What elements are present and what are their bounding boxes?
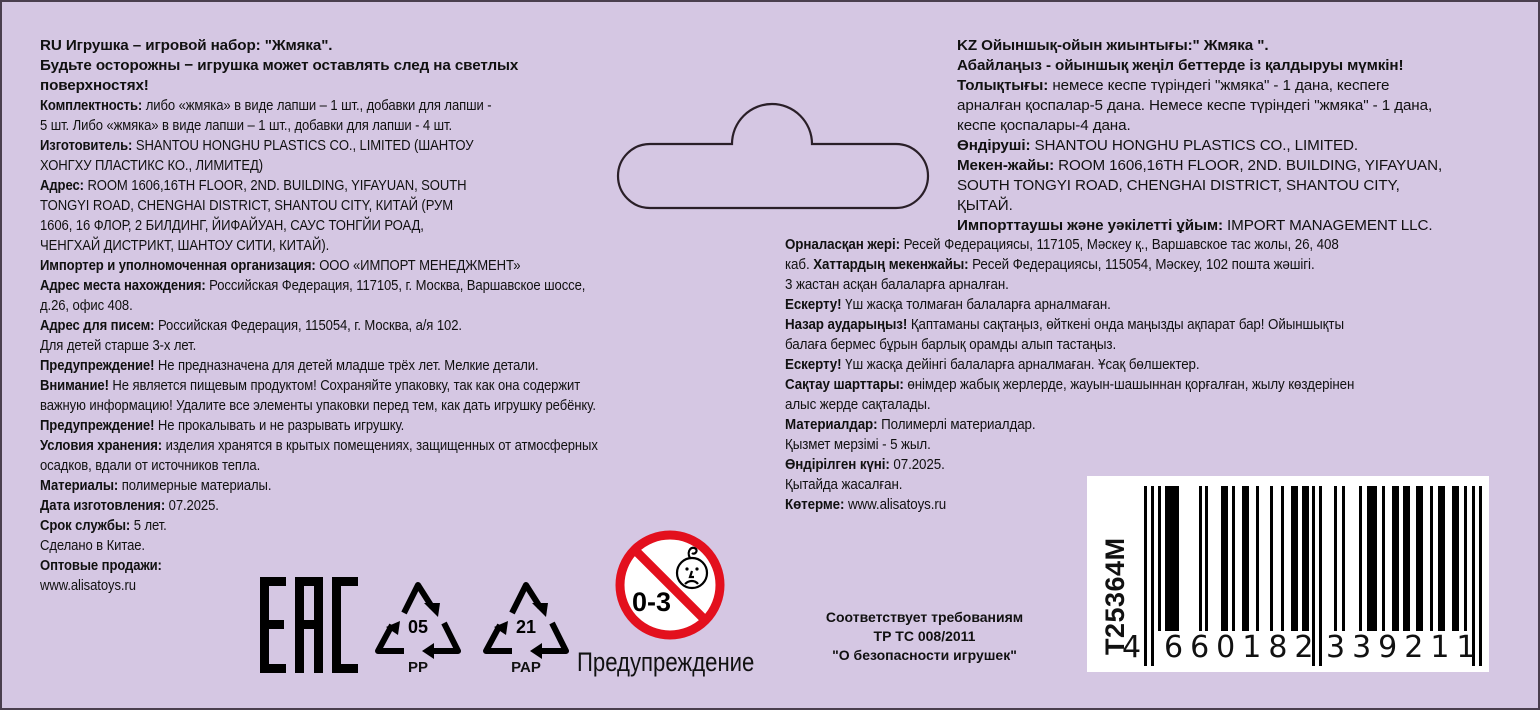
ean-first-digit: 4	[1122, 630, 1149, 665]
ru-importer: Импортер и уполномоченная организация: ООО «ИМПОРТ МЕНЕДЖМЕНТ»	[40, 257, 521, 274]
ru-caution: Будьте осторожны − игрушка может оставлять след на светлых	[40, 57, 519, 74]
ru-contents: Комплектность: либо «жмяка» в виде лапши – 1 шт., добавки для лапши -	[40, 97, 492, 114]
ru-maker: Изготовитель: SHANTOU HONGHU PLASTICS CO., LIMITED (ШАНТОУ	[40, 137, 474, 154]
ean-left-digits: 660182	[1164, 630, 1321, 665]
kz-address: Мекен-жайы: ROOM 1606,16TH FLOOR, 2ND. BUILDING, YIFAYUAN,	[957, 157, 1443, 174]
kz-life: Қызмет мерзімі - 5 жыл.	[785, 436, 931, 453]
not-for-under-3-icon	[610, 529, 730, 641]
conformity-statement: Соответствует требованиям ТР ТС 008/2011 "О безопасности игрушек"	[825, 609, 1024, 663]
kz-contents: Толықтығы: немесе кеспе түріндегі "жмяка" - 1 дана, кеспеге	[957, 77, 1390, 94]
warning-caption: Предупреждение	[577, 647, 755, 677]
kz-warning-2: Ескерту! Үш жасқа дейінгі балаларға арналмаған. Ұсақ бөлшектер.	[785, 356, 1200, 373]
ru-attention: Внимание! Не является пищевым продуктом! Сохраняйте упаковку, так как она содержит	[40, 377, 581, 394]
kz-location: Орналасқан жері: Ресей Федерациясы, 117105, Мәскеу қ., Варшавское тас жолы, 26, 408	[785, 236, 1339, 253]
kz-attention: Назар аударыңыз! Қаптаманы сақтаңыз, өйткені онда маңызды ақпарат бар! Ойыншықты	[785, 316, 1344, 333]
kz-made-in: Қытайда жасалған.	[785, 476, 903, 493]
svg-text:05: 05	[407, 617, 429, 637]
ru-wholesale: Оптовые продажи:	[40, 557, 162, 574]
ru-address: Адрес: ROOM 1606,16TH FLOOR, 2ND. BUILDING, YIFAYUAN, SOUTH	[40, 177, 467, 194]
ru-materials: Материалы: полимерные материалы.	[40, 477, 272, 494]
ru-location: Адрес места нахождения: Российская Федерация, 117105, г. Москва, Варшавское шоссе,	[40, 277, 586, 294]
kz-caution: Абайлаңыз - ойыншық жеңіл беттерде із қалдыруы мүмкін!	[957, 57, 1404, 74]
ru-title: RU Игрушка – игровой набор: "Жмяка".	[40, 37, 333, 54]
hanger-hole-icon	[614, 102, 934, 214]
kz-importer: Импорттаушы және уәкілетті ұйым: IMPORT MANAGEMENT LLC.	[957, 217, 1433, 234]
ru-warning-2: Предупреждение! Не прокалывать и не разрывать игрушку.	[40, 417, 405, 434]
kz-date: Өндірілген күні: 07.2025.	[785, 456, 945, 473]
kz-info-block-top: KZ Ойыншық-ойын жиынтығы:" Жмяка ". Абайлаңыз - ойыншық жеңіл беттерде із қалдыруы мүмкін! Толықтығы: немесе кеспе түріндегі "жмяка" - 1 дана, кеспеге арналған қоспалар-5 дана. Немесе кеспе түріндегі "жмяка" - 1 дана, кеспе қоспалары-4 дана. Өндіруші: SHANTOU HONGHU PLASTICS CO., LIMITED. Мекен-жайы: ROOM 1606,16TH FLOOR, 2ND. BUILDING, YIFAYUAN, SOUTH TONGYI ROAD, CHENGHAI DISTRICT, SHANTOU CITY, ҚЫТАЙ. Импорттаушы және уәкілетті ұйым: IMPORT MANAGEMENT LLC.	[957, 36, 1517, 236]
svg-text:0-3: 0-3	[632, 587, 672, 617]
kz-maker: Өндіруші: SHANTOU HONGHU PLASTICS CO., LIMITED.	[957, 137, 1358, 154]
kz-warning-1: Ескерту! Үш жасқа толмаған балаларға арналмаған.	[785, 296, 1111, 313]
kz-materials: Материалдар: Полимерлі материалдар.	[785, 416, 1036, 433]
eac-logo-icon	[258, 575, 360, 675]
svg-text:21: 21	[515, 617, 537, 637]
recycle-pap-icon	[480, 573, 572, 661]
ru-life: Срок службы: 5 лет.	[40, 517, 167, 534]
kz-age: 3 жастан асқан балаларға арналған.	[785, 276, 1009, 293]
kz-storage: Сақтау шарттары: өнімдер жабық жерлерде, жауын-шашыннан қорғалған, жылу көздерінен	[785, 376, 1355, 393]
ru-warning-1: Предупреждение! Не предназначена для детей младше трёх лет. Мелкие детали.	[40, 357, 539, 374]
kz-title: KZ Ойыншық-ойын жиынтығы:" Жмяка ".	[957, 37, 1269, 54]
sku-code: T25364M	[1100, 537, 1130, 655]
ru-mail: Адрес для писем: Российская Федерация, 115054, г. Москва, а/я 102.	[40, 317, 462, 334]
recycle-pp-label: PP	[407, 659, 428, 676]
recycle-pp-icon	[372, 573, 464, 661]
ru-storage: Условия хранения: изделия хранятся в крытых помещениях, защищенных от атмосферных	[40, 437, 598, 454]
ru-made-in: Сделано в Китае.	[40, 537, 145, 554]
ean-right-digits: 339211	[1326, 630, 1483, 665]
kz-wholesale: Көтерме: www.alisatoys.ru	[785, 496, 947, 513]
recycle-pap-label: PAP	[511, 659, 541, 676]
ru-website: www.alisatoys.ru	[40, 577, 136, 594]
ru-info-block: RU Игрушка – игровой набор: "Жмяка". Будьте осторожны − игрушка может оставлять след на светлых поверхностях! Комплектность: либо «жмяка» в виде лапши – 1 шт., добавки для лапши - 5 шт. Либо «жмяка» в виде лапши – 1 шт., добавки для лапши - 4 шт. Изготовитель: SHANTOU HONGHU PLASTICS CO., LIMITED (ШАНТОУ ХОНГХУ ПЛАСТИКС КО., ЛИМИТЕД) Адрес: ROOM 1606,16TH FLOOR, 2ND. BUILDING, YIFAYUAN, SOUTH TONGYI ROAD, CHENGHAI DISTRICT, SHANTOU CITY, КИТАЙ (РУМ 1606, 16 ФЛОР, 2 БИЛДИНГ, ЙИФАЙУАН, САУС ТОНГЙИ РОАД, ЧЕНГХАЙ ДИСТРИКТ, ШАНТОУ СИТИ, КИТАЙ). Импортер и уполномоченная организация: ООО «ИМПОРТ МЕНЕДЖМЕНТ» Адрес места нахождения: Российская Федерация, 117105, г. Москва, Варшавское шоссе, д.26, офис 408. Адрес для писем: Российская Федерация, 115054, г. Москва, а/я 102. Для детей старше 3-х лет. Предупреждение! Не предназначена для детей младше трёх лет. Мелкие детали. Внимание! Не является пищевым продуктом! Сохраняйте упаковку, так как она содержит важную информацию! Удалите все элементы упаковки перед тем, как дать игрушку ребёнку. Предупреждение! Не прокалывать и не разрывать игрушку. Условия хранения: изделия хранятся в крытых помещениях, защищенных от атмосферных осадков, вдали от источников тепла. Материалы: полимерные материалы. Дата изготовления: 07.2025. Срок службы: 5 лет. Сделано в Китае. Оптовые продажи: www.alisatoys.ru	[40, 36, 760, 596]
ru-date: Дата изготовления: 07.2025.	[40, 497, 219, 514]
kz-mail: каб. Хаттардың мекенжайы: Ресей Федерациясы, 115054, Мәскеу, 102 пошта жәшігі.	[785, 256, 1315, 273]
kz-info-block-bottom: Орналасқан жері: Ресей Федерациясы, 117105, Мәскеу қ., Варшавское тас жолы, 26, 408 каб. Хаттардың мекенжайы: Ресей Федерациясы, 115054, Мәскеу, 102 пошта жәшігі. 3 жастан асқан балаларға арналған. Ескерту! Үш жасқа толмаған балаларға арналмаған. Назар аударыңыз! Қаптаманы сақтаңыз, өйткені онда маңызды ақпарат бар! Ойыншықты балаға бермес бұрын барлық орамды алып тастаңыз. Ескерту! Үш жасқа дейінгі балаларға арналмаған. Ұсақ бөлшектер. Сақтау шарттары: өнімдер жабық жерлерде, жауын-шашыннан қорғалған, жылу көздерінен алыс жерде сақталады. Материалдар: Полимерлі материалдар. Қызмет мерзімі - 5 жыл. Өндірілген күні: 07.2025. Қытайда жасалған. Көтерме: www.alisatoys.ru	[785, 235, 1515, 515]
ru-age: Для детей старше 3-х лет.	[40, 337, 197, 354]
